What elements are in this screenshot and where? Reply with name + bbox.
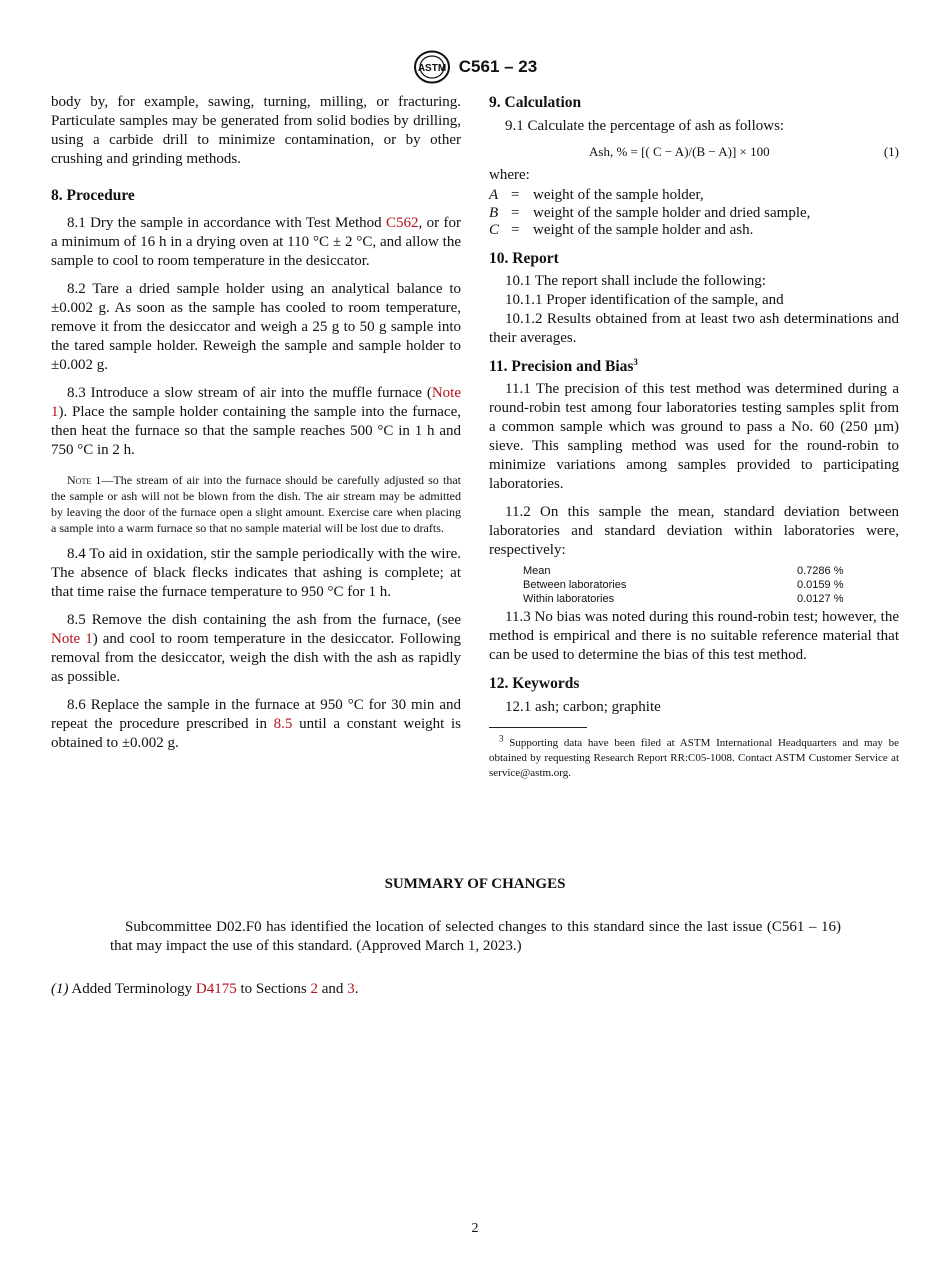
- stats-row: Mean 0.7286 %: [523, 564, 844, 577]
- summary-of-changes-body: Subcommittee D02.F0 has identified the location of selected changes to this standard since the last issue (C561 – 16) that may impact the use of this standard. (Approved March 1, 2023.): [110, 919, 841, 954]
- document-id: C561 – 23: [458, 57, 538, 76]
- variable-definitions: [489, 187, 899, 240]
- section-2-link[interactable]: 2: [310, 981, 319, 997]
- note-1-link[interactable]: Note 1: [51, 631, 93, 647]
- right-column: [489, 93, 899, 781]
- equation-row: [489, 136, 899, 166]
- paragraph-10-1-2: 10.1.2 Results obtained from at least two ash determinations and their averages.: [489, 310, 899, 346]
- section-10-title: 10. Report: [489, 249, 559, 267]
- equation-number: (1): [883, 144, 899, 159]
- astm-logo-icon: [413, 50, 451, 84]
- page-header: [0, 50, 950, 84]
- paragraph-11-2: 11.2 On this sample the mean, standard deviation between laboratories and standard deviation within laboratories were, respectively:: [489, 503, 899, 558]
- ash-equation: Ash, % = [( C − A)/(B − A)] × 100: [589, 144, 770, 159]
- definition-row: C = weight of the sample holder and ash.: [489, 222, 754, 238]
- footnote-divider: [489, 727, 587, 728]
- svg-text:ASTM: ASTM: [417, 63, 446, 74]
- paragraph-12-1: 12.1 ash; carbon; graphite: [505, 698, 661, 715]
- intro-paragraph: body by, for example, sawing, turning, milling, or fracturing. Particulate samples may be generated from solid bodies by drilling, using a carbide drill to minimize contamination, or by other crushing and grinding methods.: [51, 94, 461, 167]
- note-1: Note 1—The stream of air into the furnace should be carefully adjusted so that the sample or ash will not be blown from the dish. The air stream may be admitted by leaving the door of the furnace open a slight amount. Exercise care when placing a sample into a warm furnace so that no sample material will be lost due to drafts.: [51, 473, 461, 535]
- section-11-title: 11. Precision and Bias$^3$: [489, 356, 638, 375]
- definition-row: B = weight of the sample holder and dried sample,: [489, 204, 811, 221]
- paragraph-8-6: 8.6 Replace the sample in the furnace at 950 °C for 30 min and repeat the procedure prescribed in 8.5 until a constant weight is obtained to ±0.002 g.: [51, 697, 462, 751]
- d4175-link[interactable]: D4175: [195, 981, 237, 997]
- c562-link[interactable]: C562: [386, 215, 419, 231]
- paragraph-10-1: 10.1 The report shall include the following:: [505, 272, 766, 289]
- paragraph-11-3: 11.3 No bias was noted during this round-robin test; however, the method is empirical and there is no suitable reference material that can be used to determine the bias of this test method.: [489, 608, 899, 663]
- footnote-3-ref[interactable]: 3: [633, 356, 638, 367]
- section-9-title: 9. Calculation: [489, 94, 582, 111]
- section-8-5-link[interactable]: 8.5: [273, 716, 293, 732]
- paragraph-11-1: 11.1 The precision of this test method was determined during a round-robin test among four laboratories testing samples split from a common sample which was ground to pass a No. 60 (250 µm) sieve. This sampling method was used for the round-robin to minimize variations among samples provided to participating laboratories.: [489, 380, 899, 492]
- stats-row: Within laboratories 0.0127 %: [523, 592, 844, 605]
- paragraph-8-3: 8.3 Introduce a slow stream of air into the muffle furnace (Note 1). Place the sample holder containing the sample into the furnace, then heat the furnace so that the sample reaches 500 °C in 1 h and 750 °C in 2 h.: [51, 385, 461, 458]
- paragraph-8-5: 8.5 Remove the dish containing the ash from the furnace, (see Note 1) and cool to room temperature in the desiccator. Following removal from the desiccator, weigh the dish with the ash as rapidly as possible.: [51, 612, 461, 685]
- stats-row: Between laboratories 0.0159 %: [523, 578, 844, 591]
- paragraph-9-1: 9.1 Calculate the percentage of ash as follows:: [505, 118, 785, 134]
- page-number: 2: [471, 1221, 479, 1236]
- section-3-link[interactable]: 3: [347, 981, 355, 997]
- section-8-title: 8. Procedure: [51, 187, 135, 204]
- footnote-3: $^3$ Supporting data have been filed at ASTM International Headquarters and may be obtained by requesting Research Report RR:C05-1008. Contact ASTM Customer Service at service@astm.org.: [489, 732, 899, 779]
- definition-row: A = weight of the sample holder,: [489, 187, 704, 203]
- paragraph-8-1: 8.1 Dry the sample in accordance with Test Method C562, or for a minimum of 16 h in a drying oven at 110 °C ± 2 °C, and allow the sample to cool to room temperature in the desiccator.: [51, 215, 461, 269]
- where-label: where:: [489, 167, 530, 183]
- section-12-title: 12. Keywords: [489, 674, 580, 692]
- paragraph-8-2: 8.2 Tare a dried sample holder using an analytical balance to ±0.002 g. As soon as the sample has cooled to room temperature, remove it from the desiccator and weigh a 25 g to 50 g sample into the tared sample holder. Reweigh the sample and sample holder to ±0.002 g.: [51, 281, 461, 373]
- precision-stats-table: [523, 564, 899, 606]
- left-column: [51, 93, 461, 753]
- paragraph-8-4: 8.4 To aid in oxidation, stir the sample periodically with the wire. The absence of black flecks indicates that ashing is complete; at that time raise the furnace temperature to 950 °C for 1 h.: [51, 546, 461, 600]
- note-1-link[interactable]: Note 1: [51, 385, 461, 420]
- paragraph-10-1-1: 10.1.1 Proper identification of the sample, and: [505, 291, 784, 308]
- summary-of-changes-title: SUMMARY OF CHANGES: [384, 876, 566, 892]
- change-item: (1) Added Terminology D4175 to Sections 2 and 3.: [51, 981, 359, 997]
